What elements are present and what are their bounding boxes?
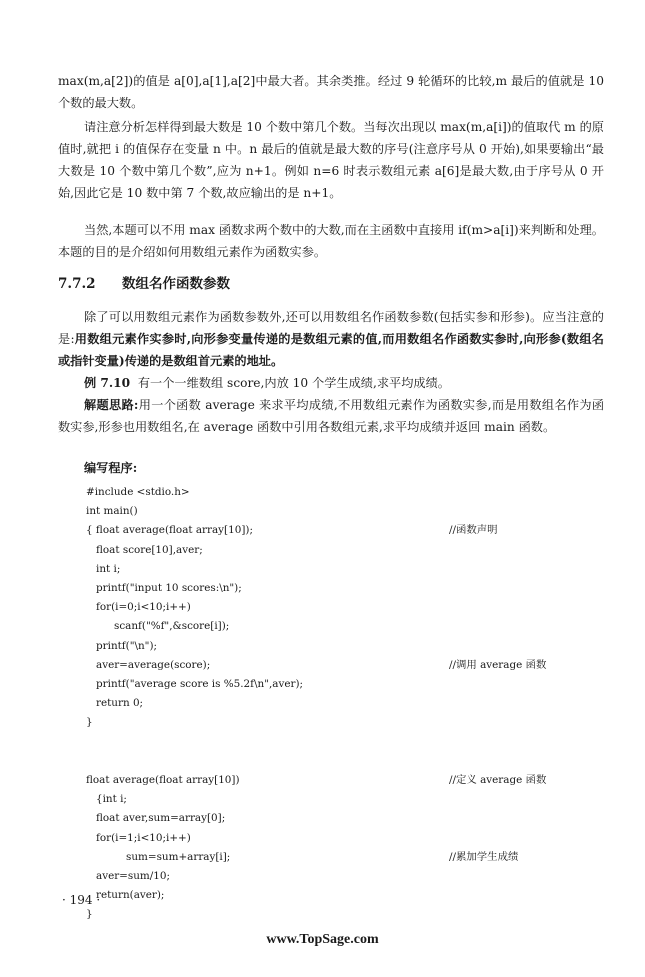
code-line: { float average(float array[10]); bbox=[86, 524, 253, 537]
code-line: float score[10],aver; bbox=[96, 543, 203, 556]
code-line: int main() bbox=[86, 505, 138, 518]
paragraph-3: 当然,本题可以不用 max 函数求两个数中的大数,而在主函数中直接用 if(m>a[i])来判断和处理。本题的目的是介绍如何用数组元素作为函数实参。 bbox=[58, 223, 604, 259]
program-label: 编写程序: bbox=[84, 461, 138, 475]
code-line: sum=sum+array[i]; bbox=[126, 850, 231, 863]
page-number: · 194 · bbox=[62, 893, 101, 907]
footer-url: www.TopSage.com bbox=[266, 932, 379, 947]
code-line: return 0; bbox=[96, 697, 144, 710]
code-line: #include <stdio.h> bbox=[86, 486, 190, 498]
code-line: aver=average(score); bbox=[96, 658, 211, 671]
code-line: for(i=1;i<10;i++) bbox=[96, 831, 191, 844]
code-comment: //累加学生成绩 bbox=[449, 850, 519, 863]
code-line: float aver,sum=array[0]; bbox=[96, 812, 226, 825]
section-title: 数组名作函数参数 bbox=[122, 276, 230, 292]
paragraph-2: 请注意分析怎样得到最大数是 10 个数中第几个数。当每次出现以 max(m,a[i])的值取代 m 的原值时,就把 i 的值保存在变量 n 中。n 最后的值就是最大数的序号(注意序号从 0 开始),如果要输出“最大数是 10 个数中第几个数”,应为 n+1。例如 n=6 时表示数组元素 a[6]是最大数,由于序号从 0 开始,因此它是 10 数中第 7 个数,故应输出的是 n+1。 bbox=[58, 120, 604, 200]
section-paragraph-bold: 用数组元素作实参时,向形参变量传递的是数组元素的值,而用数组名作函数实参时,向形参(数组名或指针变量)传递的是数组首元素的地址。 bbox=[58, 332, 604, 368]
example-line bbox=[58, 372, 604, 394]
idea-label: 解题思路: bbox=[84, 398, 139, 412]
code-comment: //调用 average 函数 bbox=[449, 658, 547, 671]
paragraph-1: max(m,a[2])的值是 a[0],a[1],a[2]中最大者。其余类推。经过 9 轮循环的比较,m 最后的值就是 10 个数的最大数。 bbox=[58, 74, 604, 110]
section-paragraph-normal: 除了可以用数组元素作为函数参数外,还可以用数组名作函数参数(包括实参和形参)。应当注意的是: bbox=[58, 310, 604, 346]
code-line: printf("input 10 scores:\n"); bbox=[96, 582, 242, 594]
code-line: aver=sum/10; bbox=[96, 870, 170, 882]
code-line: {int i; bbox=[96, 793, 127, 806]
code-line: } bbox=[86, 716, 93, 729]
code-comment: //定义 average 函数 bbox=[449, 774, 547, 786]
section-heading bbox=[58, 273, 230, 295]
idea-paragraph bbox=[58, 394, 604, 438]
example-label: 例 7.10 bbox=[84, 376, 131, 390]
code-line: for(i=0;i<10;i++) bbox=[96, 601, 191, 614]
example-text: 有一个一维数组 score,内放 10 个学生成绩,求平均成绩。 bbox=[137, 376, 450, 390]
code-line: printf("\n"); bbox=[96, 639, 158, 652]
code-line: return(aver); bbox=[96, 889, 165, 902]
code-line: } bbox=[86, 908, 93, 921]
code-line: scanf("%f",&score[i]); bbox=[114, 620, 230, 633]
code-comment: //函数声明 bbox=[449, 524, 498, 537]
section-number: 7.7.2 bbox=[58, 276, 96, 292]
section-paragraph bbox=[58, 306, 604, 372]
code-line: printf("average score is %5.2f\n",aver); bbox=[96, 678, 304, 690]
code-line: int i; bbox=[96, 562, 121, 575]
idea-text: 用一个函数 average 来求平均成绩,不用数组元素作为函数实参,而是用数组名作为函数实参,形参也用数组名,在 average 函数中引用各数组元素,求平均成绩并返回 main 函数。 bbox=[58, 398, 605, 434]
code-line: float average(float array[10]) bbox=[86, 774, 240, 786]
